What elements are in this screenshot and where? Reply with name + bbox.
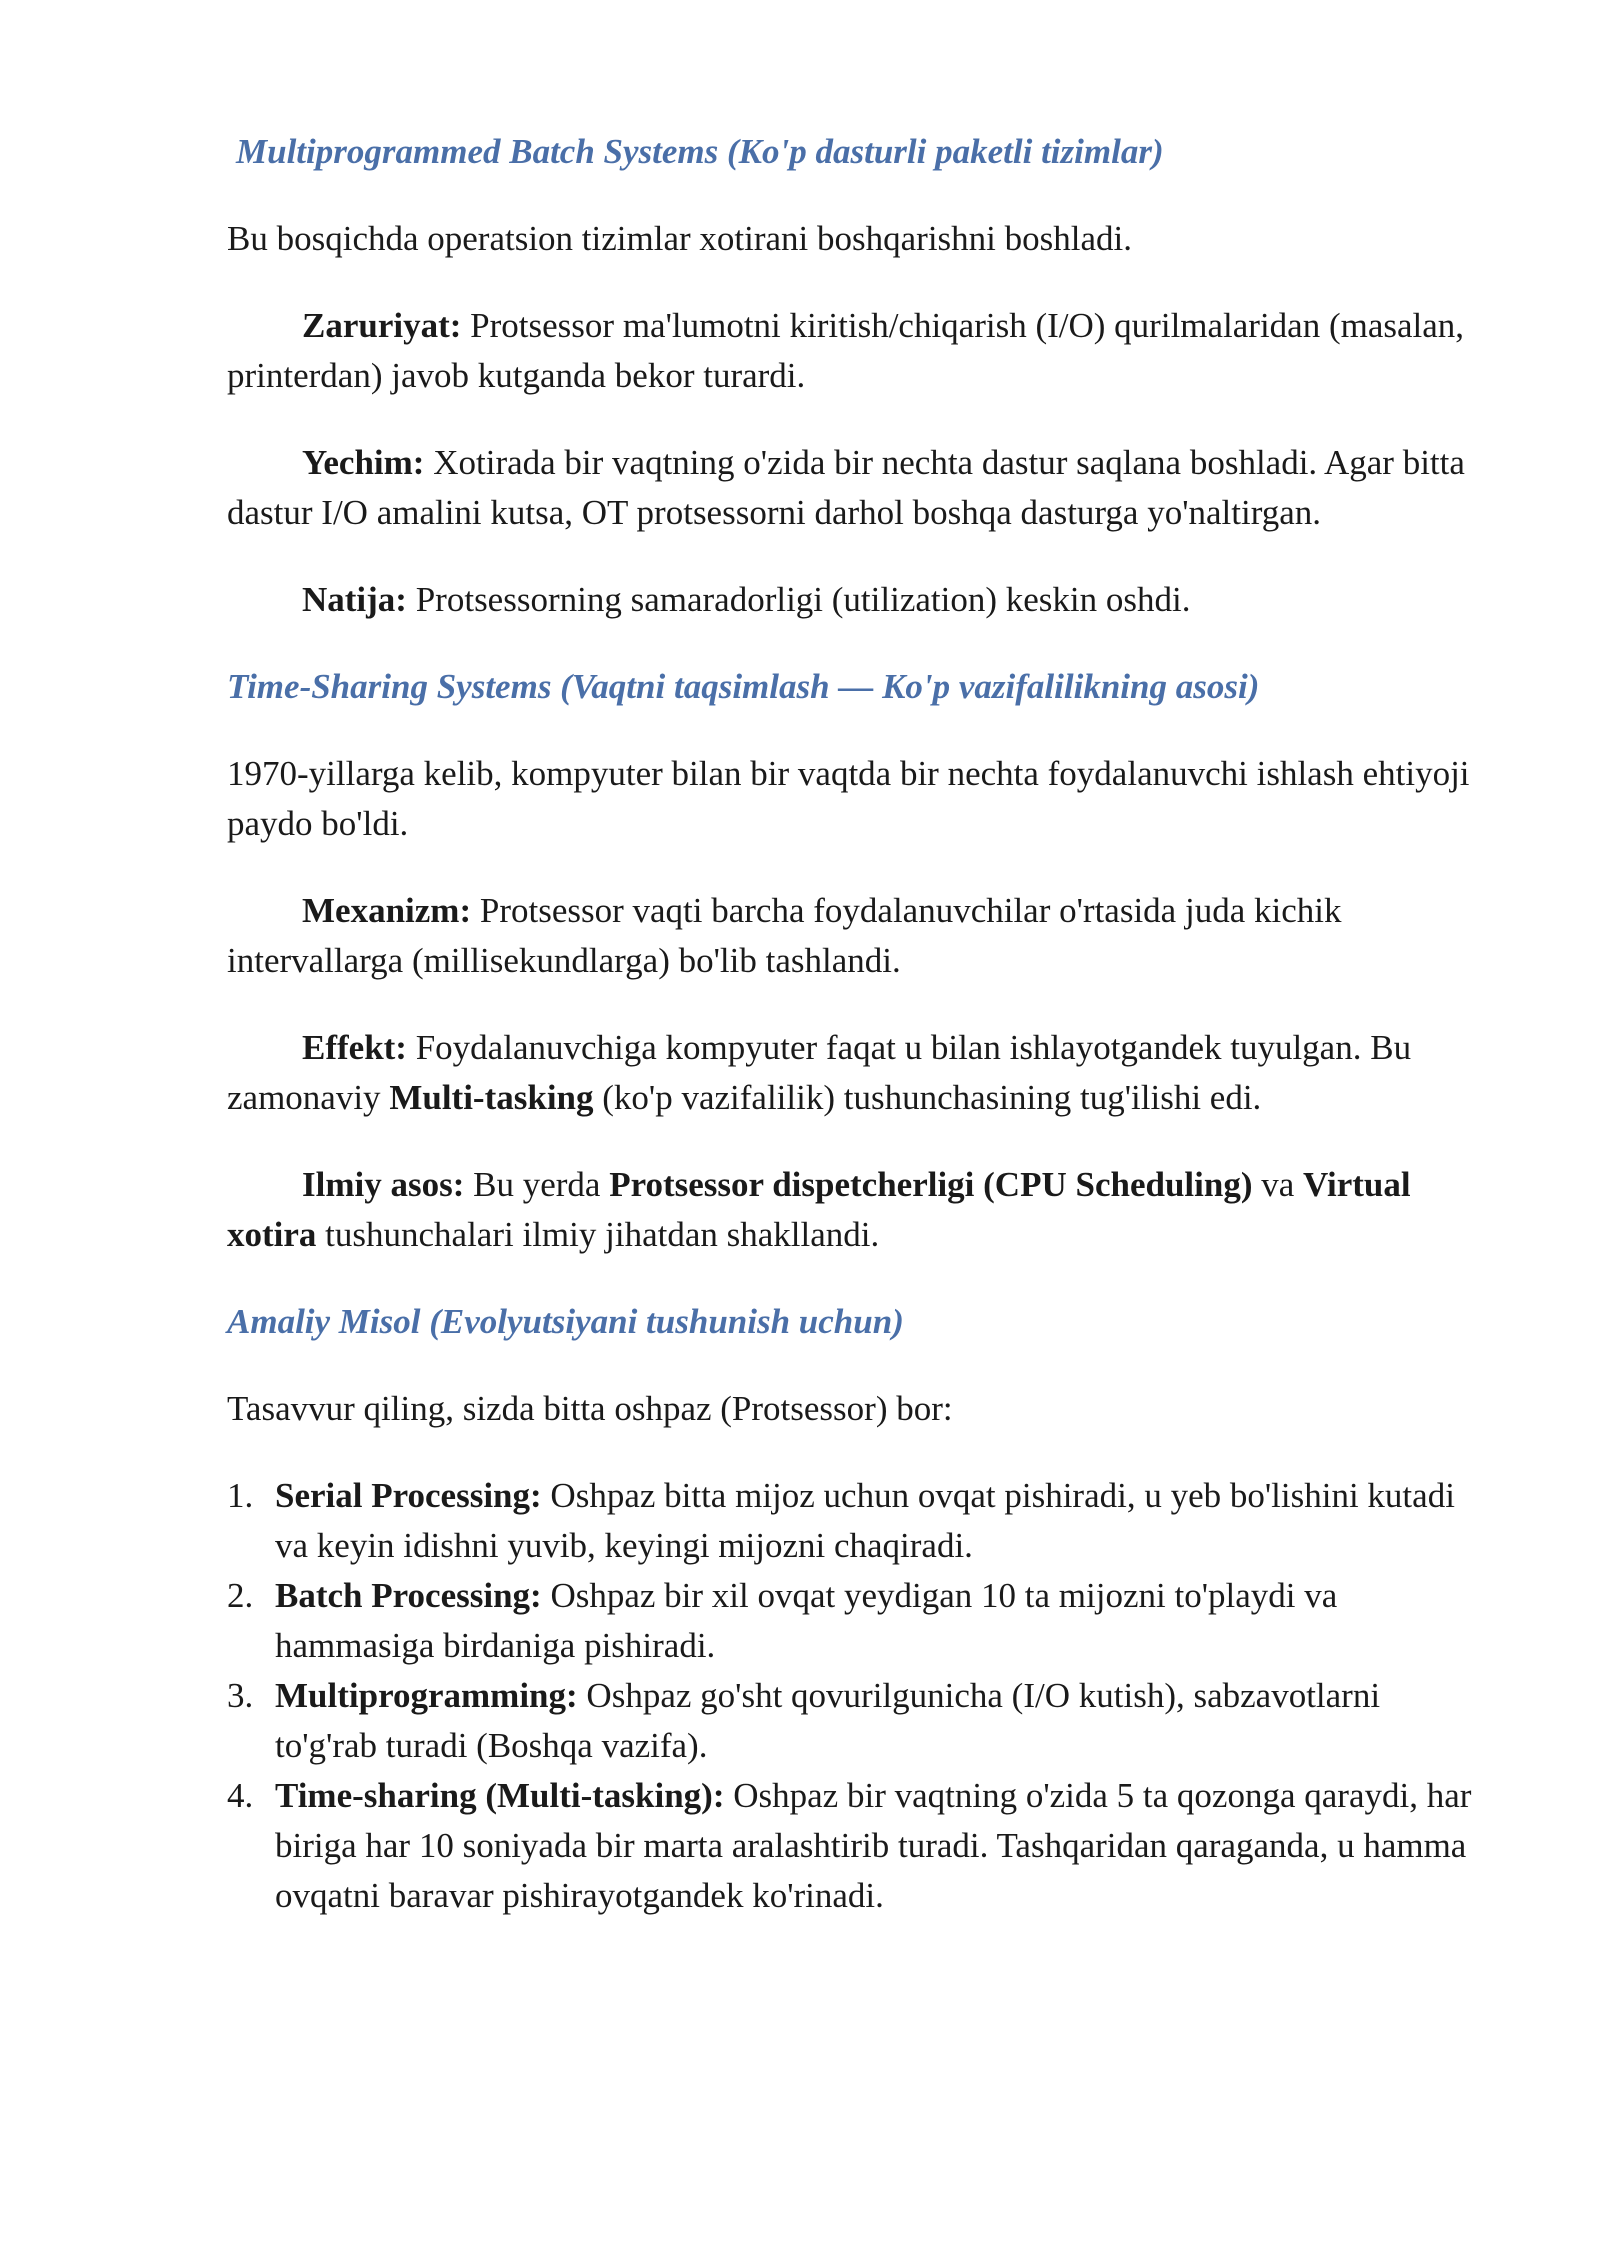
bold-virtual-xotira: Virtual xotira <box>227 1165 1411 1254</box>
list-number: 2. <box>227 1576 254 1615</box>
list-number: 3. <box>227 1676 254 1715</box>
section-heading-time-sharing: Time-Sharing Systems (Vaqtni taqsimlash — Ko'p vazifalilikning asosi) <box>227 667 1260 706</box>
text-ilmiy-3: tushunchalari ilmiy jihatdan shakllandi. <box>316 1215 880 1254</box>
text-zaruriyat: Protsessor ma'lumotni kiritish/chiqarish (I/O) qurilmalaridan (masalan, printerdan) javob kutganda bekor turardi. <box>227 306 1465 395</box>
list-item-text: Oshpaz bir vaqtning o'zida 5 ta qozonga qaraydi, har biriga har 10 soniyada bir marta aralashtirib turadi. Tashqaridan qaraganda, u hamma ovqatni baravar pishirayotgandek ko'rinadi. <box>275 1776 1472 1915</box>
paragraph-effekt <box>227 1023 1487 1123</box>
text-mexanizm: Protsessor vaqti barcha foydalanuvchilar o'rtasida juda kichik intervallarga (millisekundlarga) bo'lib tashlandi. <box>227 891 1342 980</box>
text-ilmiy-1: Bu yerda <box>464 1165 610 1204</box>
list-item <box>227 1671 1487 1771</box>
list-item <box>227 1471 1487 1571</box>
label-natija: Natija: <box>302 580 407 619</box>
list-item-label: Batch Processing: <box>275 1576 542 1615</box>
list-number: 4. <box>227 1776 254 1815</box>
list-item-label: Serial Processing: <box>275 1476 542 1515</box>
list-item-text: Oshpaz go'sht qovurilgunicha (I/O kutish), sabzavotlarni to'g'rab turadi (Boshqa vazifa). <box>275 1676 1381 1765</box>
label-zaruriyat: Zaruriyat: <box>302 306 462 345</box>
section-heading-amaliy-misol: Amaliy Misol (Evolyutsiyani tushunish uchun) <box>227 1302 904 1341</box>
list-item-text: Oshpaz bitta mijoz uchun ovqat pishiradi, u yeb bo'lishini kutadi va keyin idishni yuvib, keyingi mijozni chaqiradi. <box>275 1476 1455 1565</box>
list-item <box>227 1571 1487 1671</box>
label-effekt: Effekt: <box>302 1028 407 1067</box>
list-item-label: Time-sharing (Multi-tasking): <box>275 1776 725 1815</box>
text-yechim: Xotirada bir vaqtning o'zida bir nechta dastur saqlana boshladi. Agar bitta dastur I/O amalini kutsa, OT protsessorni darhol boshqa dasturga yo'naltirgan. <box>227 443 1465 532</box>
paragraph-intro-1: Bu bosqichda operatsion tizimlar xotirani boshqarishni boshladi. <box>227 219 1132 258</box>
paragraph-intro-3: Tasavvur qiling, sizda bitta oshpaz (Protsessor) bor: <box>227 1389 953 1428</box>
label-mexanizm: Mexanizm: <box>302 891 472 930</box>
label-yechim: Yechim: <box>302 443 425 482</box>
example-list <box>227 1471 1487 1921</box>
list-item-text: Oshpaz bir xil ovqat yeydigan 10 ta mijozni to'playdi va hammasiga birdaniga pishiradi. <box>275 1576 1338 1665</box>
section-heading-multiprogrammed: Multiprogrammed Batch Systems (Ko'p dasturli paketli tizimlar) <box>236 132 1164 171</box>
paragraph-mexanizm <box>227 886 1487 986</box>
list-item-label: Multiprogramming: <box>275 1676 578 1715</box>
paragraph-ilmiy-asos <box>227 1160 1487 1260</box>
label-ilmiy-asos: Ilmiy asos: <box>302 1165 465 1204</box>
paragraph-zaruriyat <box>227 301 1487 401</box>
text-effekt-1: Foydalanuvchiga kompyuter faqat u bilan ishlayotgandek tuyulgan. Bu zamonaviy <box>227 1028 1412 1117</box>
text-effekt-2: (ko'p vazifalilik) tushunchasining tug'ilishi edi. <box>593 1078 1262 1117</box>
paragraph-intro-2: 1970-yillarga kelib, kompyuter bilan bir vaqtda bir nechta foydalanuvchi ishlash ehtiyoji paydo bo'ldi. <box>227 754 1470 843</box>
list-item <box>227 1771 1487 1921</box>
document-page <box>227 130 1487 1921</box>
text-ilmiy-2: va <box>1252 1165 1304 1204</box>
text-natija: Protsessorning samaradorligi (utilization) keskin oshdi. <box>406 580 1191 619</box>
paragraph-natija <box>227 575 1487 625</box>
bold-cpu-scheduling: Protsessor dispetcherligi (CPU Scheduling) <box>609 1165 1253 1204</box>
list-number: 1. <box>227 1476 254 1515</box>
bold-multi-tasking: Multi-tasking <box>389 1078 594 1117</box>
paragraph-yechim <box>227 438 1487 538</box>
